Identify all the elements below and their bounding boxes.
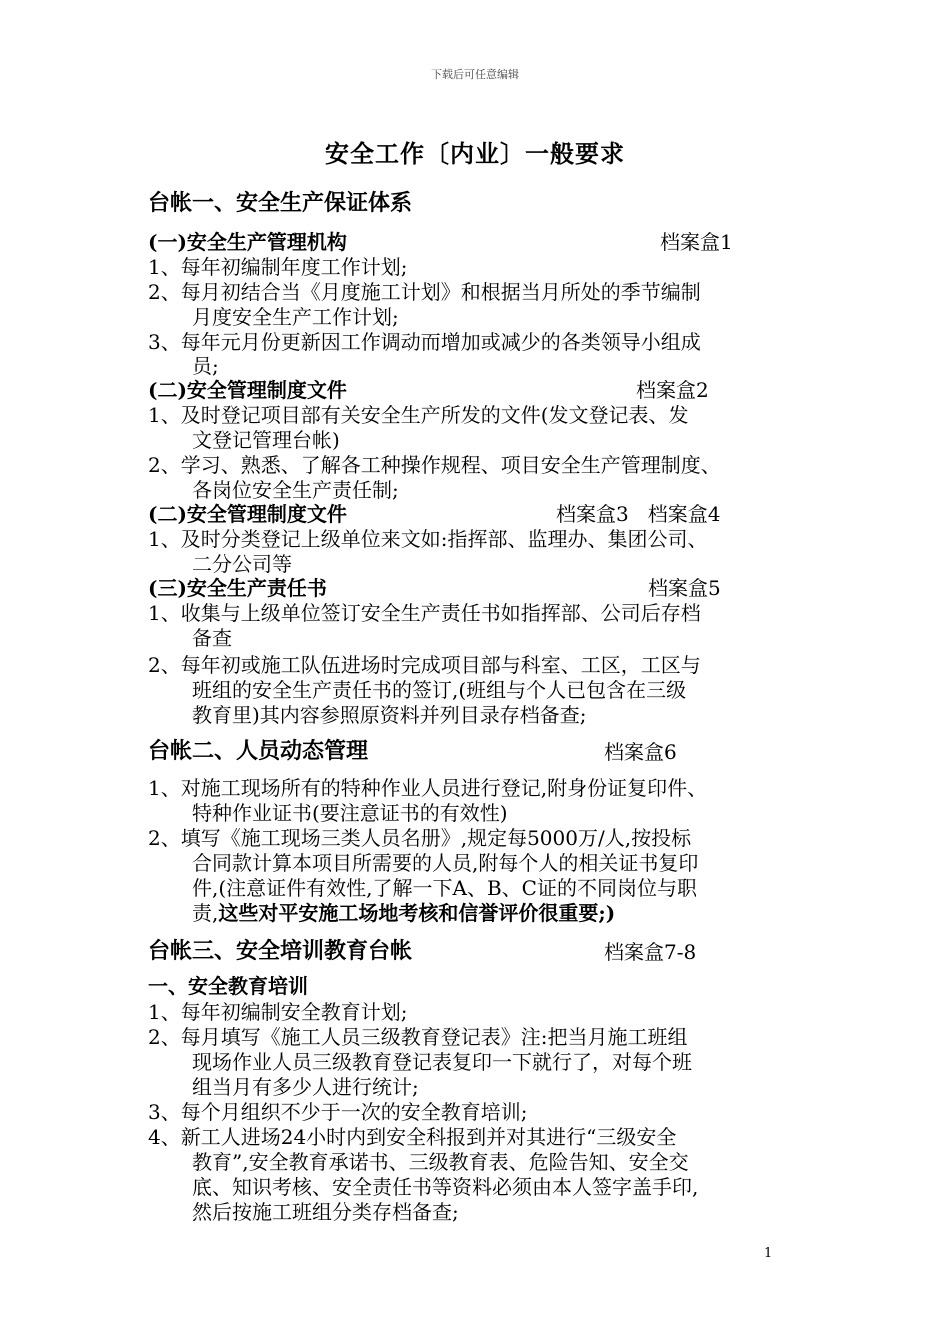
list-item-continuation: 员; [192, 354, 219, 378]
list-item: 3、每年元月份更新因工作调动而增加或减少的各类领导小组成 [148, 330, 701, 354]
list-item-continuation [192, 897, 615, 926]
header-note: 下载后可任意编辑 [431, 68, 519, 81]
subsection-1d-heading: (三)安全生产责任书 [148, 576, 327, 600]
list-item: 1、每年初编制年度工作计划; [148, 255, 408, 279]
list-item-continuation: 备查 [192, 626, 232, 650]
list-item: 2、每年初或施工队伍进场时完成项目部与科室、工区，工区与 [148, 653, 701, 677]
list-item-continuation: 合同款计算本项目所需要的人员,附每个人的相关证书复印 [192, 851, 699, 875]
list-item: 4、新工人进场24小时内到安全科报到并对其进行“三级安全 [148, 1125, 677, 1149]
list-item-continuation: 组当月有多少人进行统计; [192, 1075, 419, 1099]
subsection-1a-heading: (一)安全生产管理机构 [148, 230, 347, 254]
list-item: 1、收集与上级单位签订安全生产责任书如指挥部、公司后存档 [148, 601, 701, 625]
list-item-continuation: 现场作业人员三级教育登记表复印一下就行了，对每个班 [192, 1050, 692, 1074]
list-item: 1、每年初编制安全教育计划; [148, 1000, 408, 1024]
list-item: 2、每月初结合当《月度施工计划》和根据当月所处的季节编制 [148, 280, 701, 304]
list-item-continuation: 班组的安全生产责任书的签订,(班组与个人已包含在三级 [192, 678, 687, 702]
list-item: 1、对施工现场所有的特种作业人员进行登记,附身份证复印件、 [148, 776, 708, 800]
list-item-continuation: 特种作业证书(要注意证书的有效性) [192, 801, 508, 825]
list-item-continuation: 各岗位安全生产责任制; [192, 478, 399, 502]
list-item-continuation: 然后按施工班组分类存档备查; [192, 1200, 459, 1224]
archive-box-label: 档案盒5 [648, 576, 721, 600]
list-item-continuation: 月度安全生产工作计划; [192, 305, 399, 329]
section-1-heading: 台帐一、安全生产保证体系 [148, 190, 413, 216]
emphasis-text: 这些对平安施工场地考核和信誉评价很重要;) [218, 901, 616, 925]
list-item-continuation: 教育”,安全教育承诺书、三级教育表、危险告知、安全交 [192, 1150, 689, 1174]
list-item-continuation: 二分公司等 [192, 552, 292, 576]
subsection-3-heading: 一、安全教育培训 [148, 974, 308, 998]
subsection-1b-heading: (二)安全管理制度文件 [148, 378, 347, 402]
list-item-continuation: 底、知识考核、安全责任书等资料必须由本人签字盖手印, [192, 1175, 699, 1199]
page-number: 1 [764, 1246, 773, 1261]
list-item: 3、每个月组织不少于一次的安全教育培训; [148, 1100, 528, 1124]
archive-box-label: 档案盒2 [636, 378, 709, 402]
list-item: 1、及时登记项目部有关安全生产所发的文件(发文登记表、发 [148, 403, 689, 427]
list-item-continuation: 文登记管理台帐) [192, 428, 340, 452]
section-2-heading: 台帐二、人员动态管理 [148, 738, 369, 764]
list-item: 1、及时分类登记上级单位来文如:指挥部、监理办、集团公司、 [148, 527, 708, 551]
text-normal: 责, [192, 901, 219, 925]
list-item: 2、每月填写《施工人员三级教育登记表》注:把当月施工班组 [148, 1025, 688, 1049]
archive-box-label: 档案盒7-8 [604, 940, 697, 964]
list-item: 2、学习、熟悉、了解各工种操作规程、项目安全生产管理制度、 [148, 453, 721, 477]
archive-box-label: 档案盒1 [660, 230, 733, 254]
list-item-continuation: 件,(注意证件有效性,了解一下A、B、C证的不同岗位与职 [192, 876, 697, 900]
section-3-heading: 台帐三、安全培训教育台帐 [148, 938, 413, 964]
archive-box-label: 档案盒6 [604, 740, 677, 764]
document-title: 安全工作〔内业〕一般要求 [325, 139, 625, 168]
archive-box-label: 档案盒3 档案盒4 [556, 502, 721, 526]
list-item: 2、填写《施工现场三类人员名册》,规定每5000万/人,按投标 [148, 826, 692, 850]
list-item-continuation: 教育里)其内容参照原资料并列目录存档备查; [192, 703, 587, 727]
subsection-1c-heading: (二)安全管理制度文件 [148, 502, 347, 526]
